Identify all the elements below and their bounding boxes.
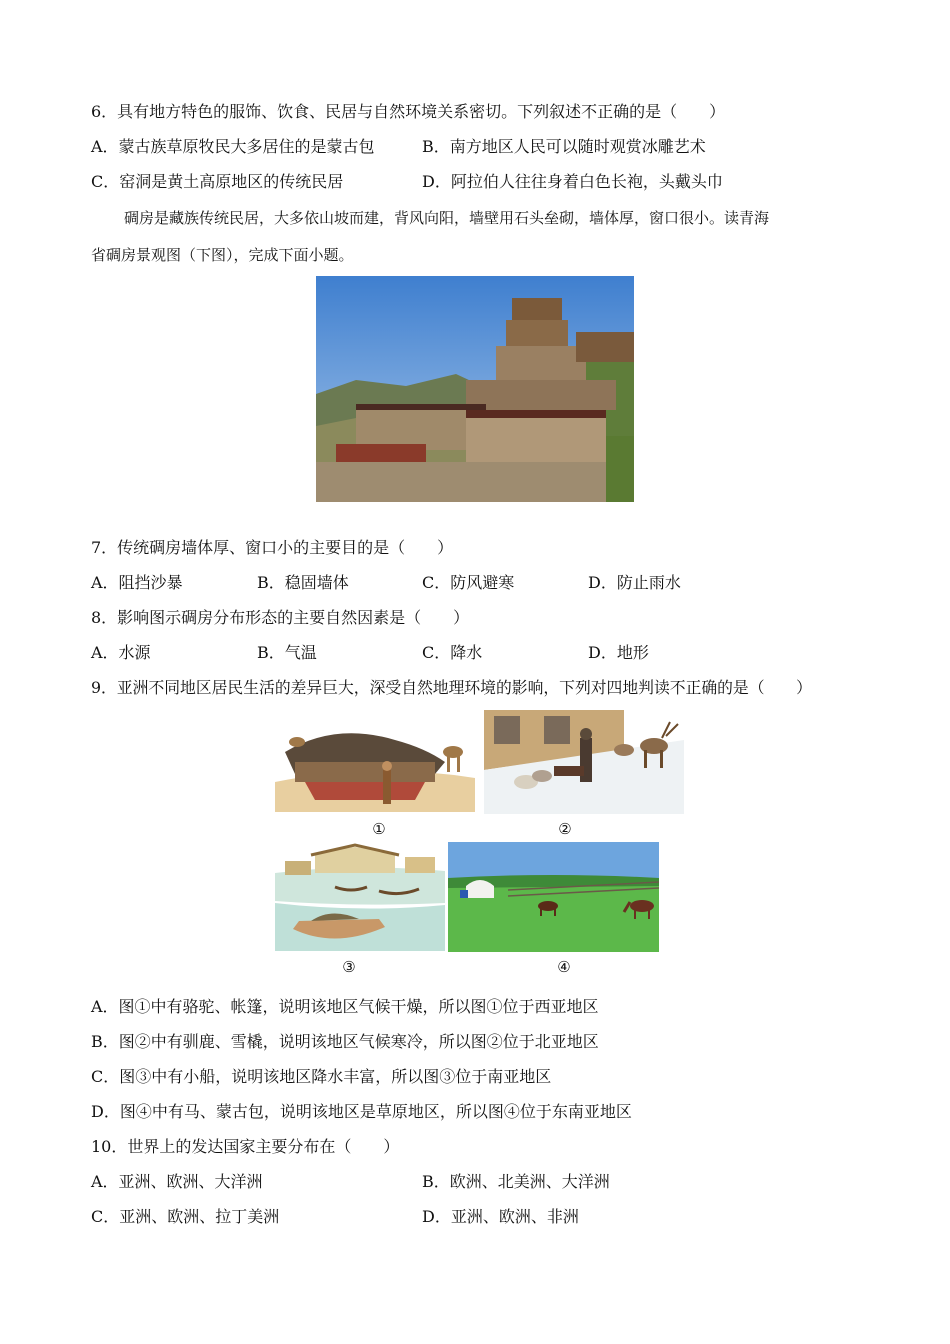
q6-option-d: D．阿拉伯人往往身着白色长袍，头戴头巾	[422, 172, 723, 191]
intro-line-1: 碉房是藏族传统民居，大多依山坡而建，背风向阳，墙壁用石头垒砌，墙体厚，窗口很小。读青海	[124, 209, 770, 227]
picture-4-caption: ④	[557, 958, 571, 976]
q7-option-c: C．防风避寒	[422, 573, 515, 592]
q6-option-c: C．窑洞是黄土高原地区的传统民居	[91, 172, 344, 191]
q8-option-c: C．降水	[422, 643, 483, 662]
picture-1-desert-tent	[275, 712, 475, 812]
q9-option-a: A．图①中有骆驼、帐篷，说明该地区气候干燥，所以图①位于西亚地区	[91, 997, 599, 1016]
q10-option-d: D．亚洲、欧洲、非洲	[422, 1207, 579, 1226]
blockhouse-photo	[316, 276, 634, 502]
picture-3-caption: ③	[342, 958, 356, 976]
picture-1-caption: ①	[372, 820, 386, 838]
picture-2-tundra-reindeer	[484, 710, 684, 814]
q6-option-a: A．蒙古族草原牧民大多居住的是蒙古包	[91, 137, 375, 156]
q9-option-c: C．图③中有小船，说明该地区降水丰富，所以图③位于南亚地区	[91, 1067, 552, 1086]
intro-line-2: 省碉房景观图（下图），完成下面小题。	[91, 246, 354, 264]
picture-2-caption: ②	[558, 820, 572, 838]
q10-option-a: A．亚洲、欧洲、大洋洲	[91, 1172, 263, 1191]
q8-stem: 8．影响图示碉房分布形态的主要自然因素是（ ）	[91, 608, 470, 627]
q10-option-c: C．亚洲、欧洲、拉丁美洲	[91, 1207, 280, 1226]
q7-option-d: D．防止雨水	[588, 573, 681, 592]
q9-option-b: B．图②中有驯鹿、雪橇，说明该地区气候寒冷，所以图②位于北亚地区	[91, 1032, 599, 1051]
q6-stem: 6．具有地方特色的服饰、饮食、民居与自然环境关系密切。下列叙述不正确的是（ ）	[91, 102, 726, 121]
picture-3-water-village	[275, 843, 445, 951]
q7-stem: 7．传统碉房墙体厚、窗口小的主要目的是（ ）	[91, 538, 454, 557]
picture-4-grassland-yurt	[448, 842, 659, 952]
q10-stem: 10．世界上的发达国家主要分布在（ ）	[91, 1137, 400, 1156]
q9-stem: 9．亚洲不同地区居民生活的差异巨大，深受自然地理环境的影响，下列对四地判读不正确的是（ ）	[91, 678, 812, 697]
q7-option-a: A．阻挡沙暴	[91, 573, 183, 592]
q7-option-b: B．稳固墙体	[257, 573, 349, 592]
q10-option-b: B．欧洲、北美洲、大洋洲	[422, 1172, 610, 1191]
q6-option-b: B．南方地区人民可以随时观赏冰雕艺术	[422, 137, 706, 156]
q8-option-a: A．水源	[91, 643, 151, 662]
q8-option-b: B．气温	[257, 643, 317, 662]
q8-option-d: D．地形	[588, 643, 649, 662]
q9-option-d: D．图④中有马、蒙古包，说明该地区是草原地区，所以图④位于东南亚地区	[91, 1102, 632, 1121]
